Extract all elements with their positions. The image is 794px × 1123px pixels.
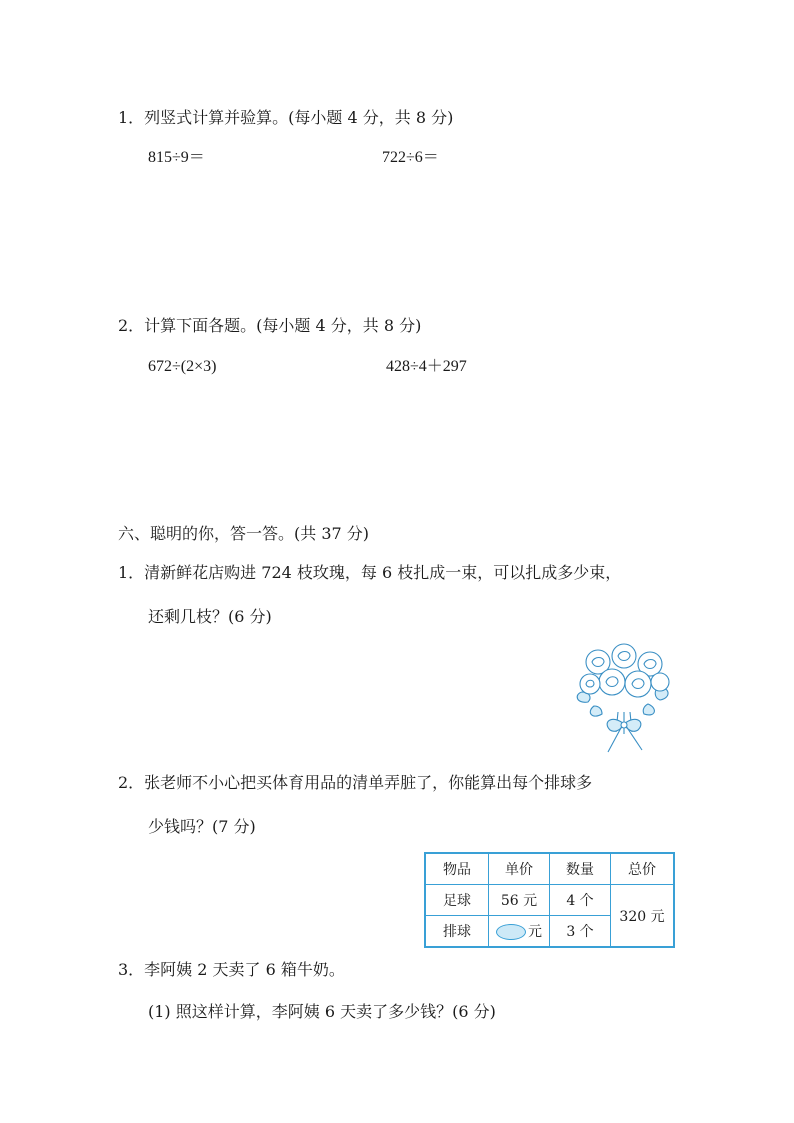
header-item: 物品 bbox=[425, 853, 489, 885]
smudge-oval-icon bbox=[496, 924, 526, 940]
header-total: 总价 bbox=[611, 853, 675, 885]
q2-heading: 2．计算下面各题。(每小题 4 分，共 8 分) bbox=[118, 316, 422, 335]
row2-item: 排球 bbox=[425, 916, 489, 948]
rose-bouquet-illustration bbox=[572, 642, 674, 756]
row1-price: 56 元 bbox=[489, 885, 550, 916]
row1-item: 足球 bbox=[425, 885, 489, 916]
q1-expression-1: 815÷9＝ bbox=[148, 149, 205, 166]
s6-q1-line1: 1．清新鲜花店购进 724 枝玫瑰，每 6 枝扎成一束，可以扎成多少束， bbox=[118, 563, 622, 582]
s6-q3-line1: 3．李阿姨 2 天卖了 6 箱牛奶。 bbox=[118, 960, 345, 979]
q2-expression-1: 672÷(2×3) bbox=[148, 358, 217, 375]
row2-price-suffix: 元 bbox=[528, 924, 542, 940]
table-row bbox=[425, 885, 674, 916]
q1-heading: 1．列竖式计算并验算。(每小题 4 分，共 8 分) bbox=[118, 108, 454, 127]
header-quantity: 数量 bbox=[550, 853, 611, 885]
purchase-list-table bbox=[424, 852, 675, 948]
s6-q1-line2: 还剩几枝？(6 分) bbox=[148, 607, 272, 626]
header-unit-price: 单价 bbox=[489, 853, 550, 885]
table-header-row bbox=[425, 853, 674, 885]
total-value: 320 元 bbox=[611, 885, 675, 948]
section6-title: 六、聪明的你，答一答。(共 37 分) bbox=[118, 524, 370, 543]
row1-qty: 4 个 bbox=[550, 885, 611, 916]
s6-q2-line1: 2．张老师不小心把买体育用品的清单弄脏了，你能算出每个排球多 bbox=[118, 773, 593, 792]
q2-expression-2: 428÷4＋297 bbox=[386, 358, 467, 375]
row2-qty: 3 个 bbox=[550, 916, 611, 948]
s6-q2-line2: 少钱吗？(7 分) bbox=[148, 817, 256, 836]
row2-price bbox=[489, 916, 550, 948]
s6-q3-sub1: (1) 照这样计算，李阿姨 6 天卖了多少钱？(6 分) bbox=[148, 1002, 496, 1021]
q1-expression-2: 722÷6＝ bbox=[382, 149, 439, 166]
